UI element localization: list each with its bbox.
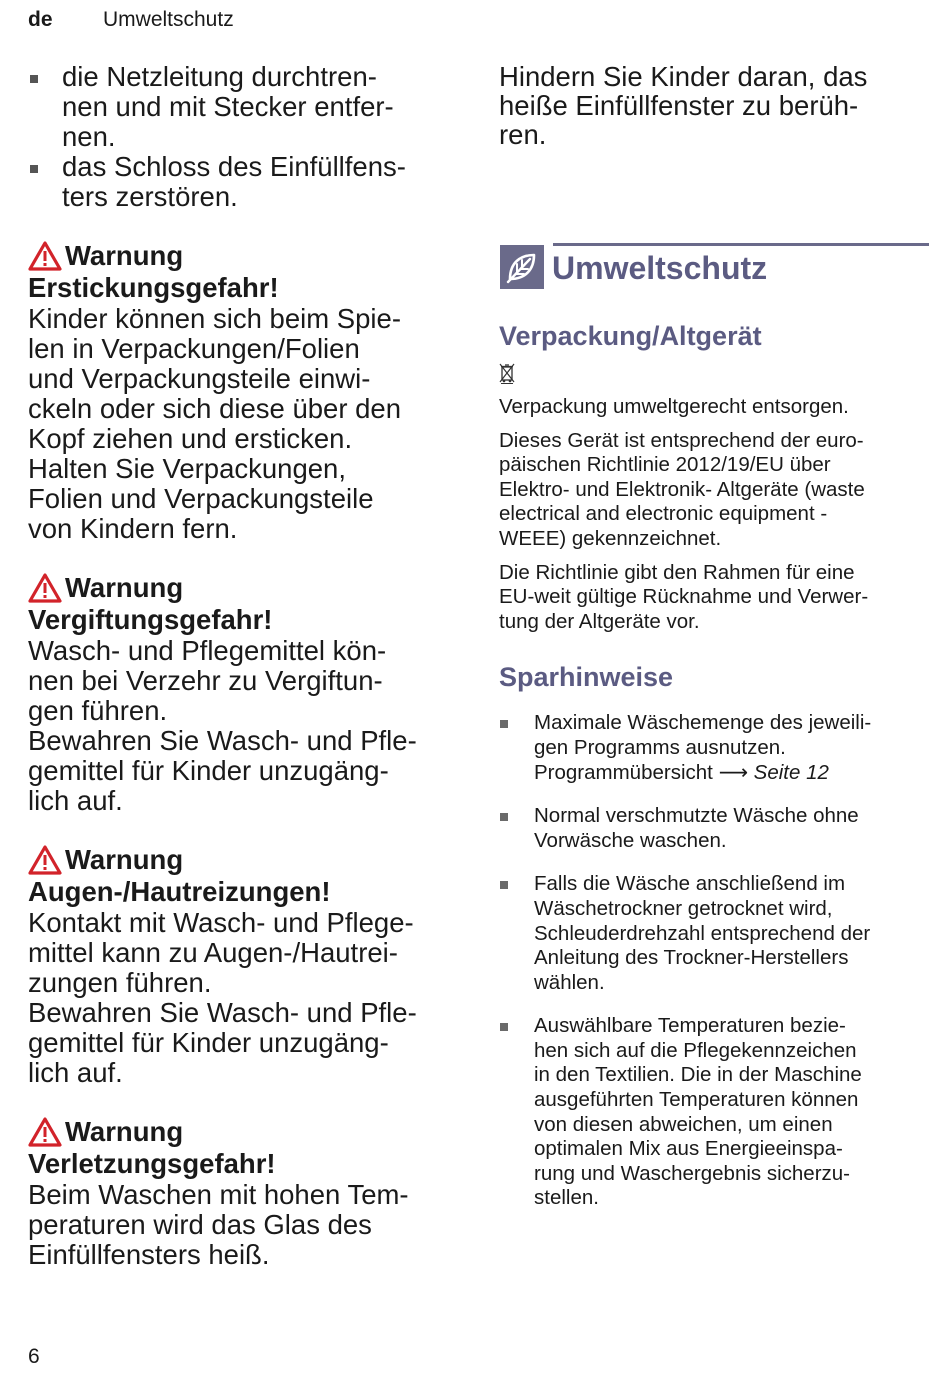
- list-item: Auswählbare Temperaturen bezie- hen sich auf die Pflegekennzeichen in den Textilien. Die in der Maschine ausgeführten Temperaturen können von diesen abweichen, um einen optimalen Mix aus Energieeinspa- rung und Waschergebnis sicherzu- stellen.: [499, 1014, 929, 1211]
- warning-triangle-icon: [28, 573, 62, 603]
- warning-triangle-icon: [28, 845, 62, 875]
- leaf-icon: [500, 245, 544, 289]
- packaging-text: Verpackung umweltgerecht entsorgen. Dieses Gerät ist entsprechend der euro- päischen Richtlinie 2012/19/EU über Elektro- und Elektronik- Altgeräte (waste electrical and electronic equipment - WEEE) gekennzeichnet. Die Richtlinie gibt den Rahmen für eine EU-weit gültige Rücknahme und Verwer- tung der Altgeräte vor.: [499, 395, 869, 633]
- warning-block: Warnung Verletzungsgefahr! Beim Waschen mit hohen Tem- peraturen wird das Glas des Einfüllfensters heiß.: [28, 1116, 468, 1270]
- left-column: [28, 62, 468, 1270]
- warning-block: Warnung Vergiftungsgefahr! Wasch- und Pflegemittel kön- nen bei Verzehr zu Vergiftun- gen führen. Bewahren Sie Wasch- und Pfle- gemittel für Kinder unzugäng- lich auf.: [28, 572, 468, 816]
- bullet-square-icon: [30, 165, 38, 173]
- subheading-packaging: Verpackung/Altgerät: [499, 321, 762, 351]
- weee-bin-icon: [499, 362, 929, 392]
- warning-heading: Warnung: [28, 572, 468, 604]
- list-item: Falls die Wäsche anschließend im Wäschetrockner getrocknet wird, Schleuderdrehzahl entsprechend der Anleitung des Trockner-Herstellers wählen.: [499, 872, 929, 995]
- bullet-square-icon: [500, 813, 508, 821]
- warning-title: Vergiftungsgefahr!: [28, 604, 273, 635]
- language-code: de: [28, 8, 53, 31]
- page-reference[interactable]: Programmübersicht ⟶ Seite 12: [534, 760, 829, 784]
- warning-triangle-icon: [28, 241, 62, 271]
- bullet-square-icon: [500, 881, 508, 889]
- warning-title: Augen-/Hautreizungen!: [28, 876, 331, 907]
- page-header: [28, 8, 234, 32]
- tips-list: [499, 711, 929, 1211]
- warning-heading: Warnung: [28, 1116, 468, 1148]
- intro-paragraph: Hindern Sie Kinder daran, das heiße Einfüllfenster zu berüh- ren.: [499, 61, 868, 150]
- page-number: 6: [28, 1345, 40, 1368]
- list-item: Normal verschmutzte Wäsche ohne Vorwäsche waschen.: [499, 804, 929, 853]
- warning-heading: Warnung: [28, 240, 468, 272]
- arrow-right-icon: ⟶: [718, 760, 748, 784]
- bullet-square-icon: [500, 720, 508, 728]
- section-title: Umweltschutz: [552, 250, 768, 286]
- warning-title: Verletzungsgefahr!: [28, 1148, 276, 1179]
- warning-heading: Warnung: [28, 844, 468, 876]
- list-item: das Schloss des Einfüllfens- ters zerstören.: [28, 152, 468, 212]
- bullet-square-icon: [500, 1023, 508, 1031]
- section-heading-block: [499, 245, 929, 301]
- bullet-square-icon: [30, 75, 38, 83]
- right-column: [499, 62, 929, 1211]
- warning-title: Erstickungsgefahr!: [28, 272, 279, 303]
- list-item: die Netzleitung durchtren- nen und mit Stecker entfer- nen.: [28, 62, 468, 152]
- warning-block: Warnung Erstickungsgefahr! Kinder können sich beim Spie- len in Verpackungen/Folien und Verpackungsteile einwi- ckeln oder sich diese über den Kopf ziehen und ersticken. Halten Sie Verpackungen, Folien und Verpackungsteile von Kindern fern.: [28, 240, 468, 544]
- heading-rule: [553, 243, 929, 246]
- warning-block: Warnung Augen-/Hautreizungen! Kontakt mit Wasch- und Pflege- mittel kann zu Augen-/Hautrei- zungen führen. Bewahren Sie Wasch- und Pfle- gemittel für Kinder unzugäng- lich auf.: [28, 844, 468, 1088]
- section-name: Umweltschutz: [103, 8, 234, 31]
- warning-triangle-icon: [28, 1117, 62, 1147]
- subheading-tips: Sparhinweise: [499, 662, 674, 693]
- list-item: Maximale Wäschemenge des jeweili- gen Programms ausnutzen. Programmübersicht ⟶ Seite 12: [499, 711, 929, 785]
